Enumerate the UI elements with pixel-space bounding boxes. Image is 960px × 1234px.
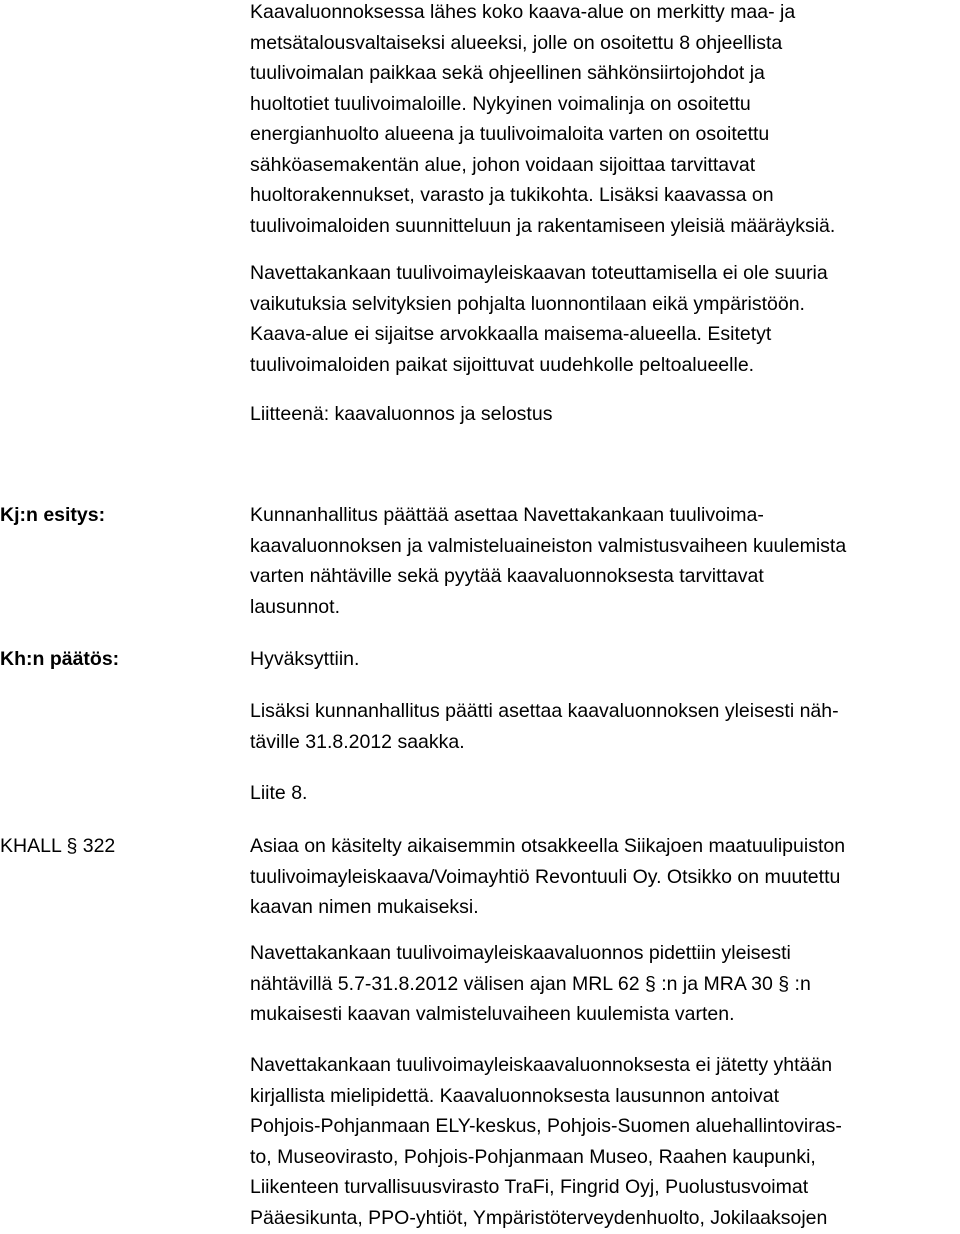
text-line: Pääesikunta, PPO-yhtiöt, Ympäristöterveydenhuolto, Jokilaaksojen: [250, 1206, 828, 1229]
text-line: to, Museovirasto, Pohjois-Pohjanmaan Museo, Raahen kaupunki,: [250, 1145, 816, 1168]
text-line: mukaisesti kaavan valmisteluvaiheen kuulemista varten.: [250, 1003, 735, 1025]
text-line: täville 31.8.2012 saakka.: [250, 730, 465, 753]
text-line: Lisäksi kunnanhallitus päätti asettaa kaavaluonnoksen yleisesti näh-: [250, 700, 839, 722]
text-line: Hyväksyttiin.: [250, 648, 360, 670]
text-line: tuulivoimayleiskaava/Voimayhtiö Revontuuli Oy. Otsikko on muutettu: [250, 865, 841, 888]
paragraph-kaavaluonnos-intro: [250, 0, 960, 241]
text-line: Navettakankaan tuulivoimayleiskaavaluonnos pidettiin yleisesti: [250, 942, 791, 964]
text-line: huoltotiet tuulivoimaloille. Nykyinen voimalinja on osoitettu: [250, 92, 751, 115]
paragraph-khall: [250, 831, 960, 923]
text-line: Kunnanhallitus päättää asettaa Navettakankaan tuulivoima-: [250, 504, 764, 526]
text-line: metsätalousvaltaiseksi alueeksi, jolle on osoitettu 8 ohjeellista: [250, 31, 783, 54]
label-khall-section: KHALL § 322: [0, 835, 116, 857]
text-line: varten nähtäville sekä pyytää kaavaluonnoksesta tarvittavat: [250, 565, 764, 587]
text-line: Liikenteen turvallisuusvirasto TraFi, Fingrid Oyj, Puolustusvoimat: [250, 1176, 809, 1198]
text-line: Liite 8.: [250, 782, 308, 804]
text-line: energianhuolto alueena ja tuulivoimaloita varten on osoitettu: [250, 123, 770, 145]
text-line: tuulivoimaloiden suunnitteluun ja rakentamiseen yleisiä määräyksiä.: [250, 214, 836, 237]
text-line: Pohjois-Pohjanmaan ELY-keskus, Pohjois-Suomen aluehallintoviras-: [250, 1115, 842, 1137]
text-line: tuulivoimaloiden paikat sijoittuvat uudehkolle peltoalueelle.: [250, 353, 755, 376]
paragraph-liite: [250, 778, 960, 809]
label-kj-esitys: Kj:n esitys:: [0, 504, 106, 526]
text-line: sähköasemakentän alue, johon voidaan sijoittaa tarvittavat: [250, 153, 756, 176]
text-line: Kaavaluonnoksessa lähes koko kaava-alue on merkitty maa- ja: [250, 1, 796, 23]
text-line: vaikutuksia selvityksien pohjalta luonnontilaan eikä ympäristöön.: [250, 292, 805, 315]
text-line: nähtävillä 5.7-31.8.2012 välisen ajan MRL 62 § :n ja MRA 30 § :n: [250, 972, 811, 995]
text-line: kaavan nimen mukaiseksi.: [250, 896, 479, 918]
text-line: Liitteenä: kaavaluonnos ja selostus: [250, 403, 553, 425]
paragraph-lisaksi: [250, 696, 960, 757]
text-line: Kaava-alue ei sijaitse arvokkaalla maisema-alueella. Esitetyt: [250, 323, 772, 345]
text-line: Asiaa on käsitelty aikaisemmin otsakkeella Siikajoen maatuulipuiston: [250, 835, 846, 857]
text-line: lausunnot.: [250, 595, 340, 618]
paragraph-lausunnot: [250, 1050, 960, 1233]
label-kh-paatos: Kh:n päätös:: [0, 648, 120, 670]
paragraph-kh-paatos: [250, 644, 960, 675]
text-line: Navettakankaan tuulivoimayleiskaavan toteuttamisella ei ole suuria: [250, 262, 828, 284]
paragraph-kj-esitys: [250, 500, 960, 622]
text-line: huoltorakennukset, varasto ja tukikohta. Lisäksi kaavassa on: [250, 184, 774, 206]
text-line: tuulivoimalan paikkaa sekä ohjeellinen sähkönsiirtojohdot ja: [250, 62, 765, 84]
paragraph-liitteena: [250, 399, 960, 430]
text-line: Navettakankaan tuulivoimayleiskaavaluonnoksesta ei jätetty yhtään: [250, 1054, 833, 1076]
text-line: kirjallista mielipidettä. Kaavaluonnoksesta lausunnon antoivat: [250, 1084, 779, 1107]
paragraph-vaikutukset: [250, 258, 960, 380]
paragraph-nahtavilla: [250, 938, 960, 1030]
text-line: kaavaluonnoksen ja valmisteluaineiston valmistusvaiheen kuulemista: [250, 534, 847, 557]
